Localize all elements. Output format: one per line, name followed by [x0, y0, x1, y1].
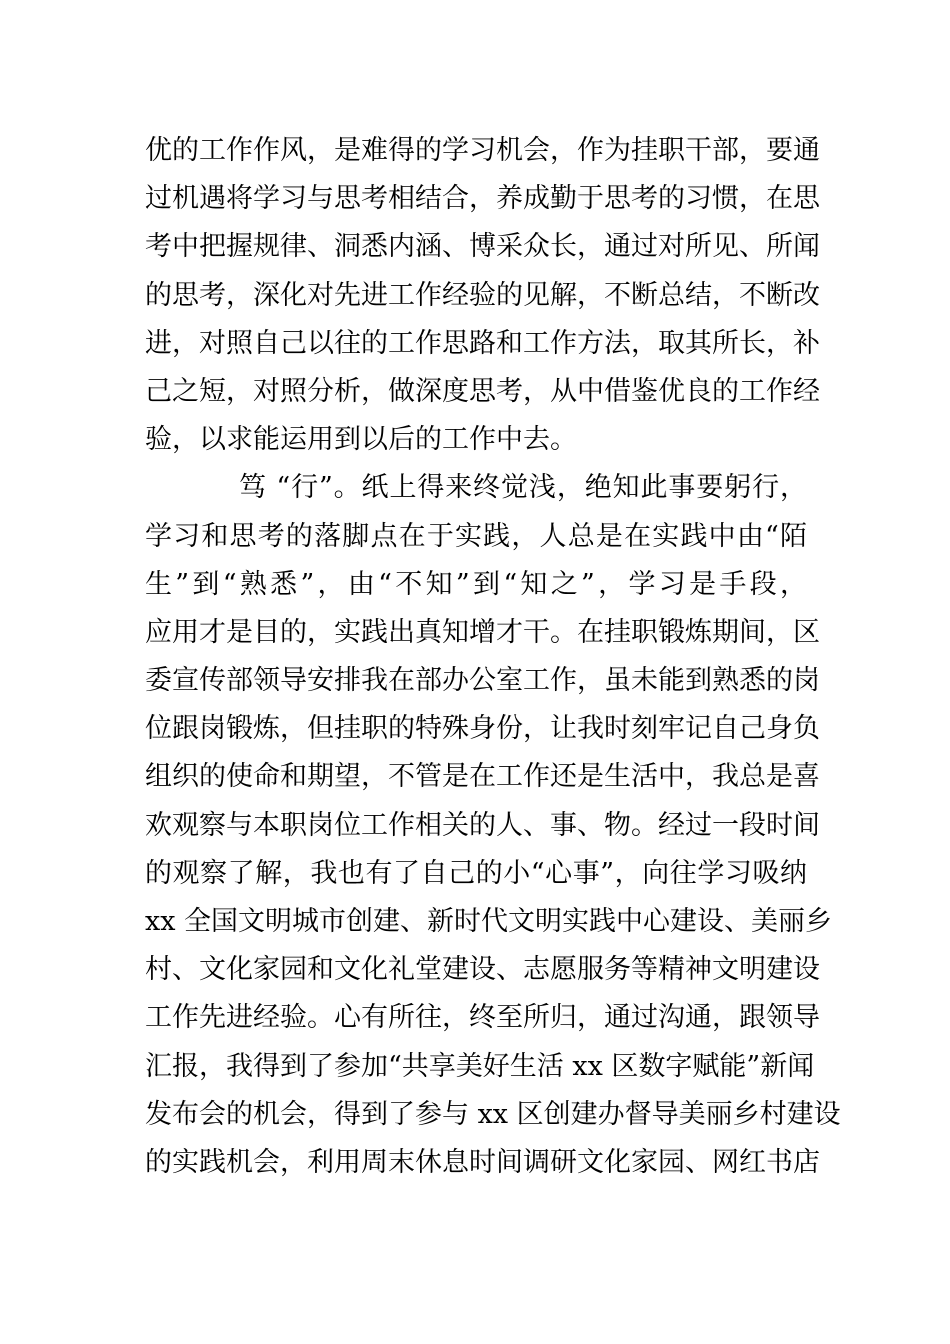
text-line: 的思考，深化对先进工作经验的见解，不断总结，不断改 [145, 279, 820, 311]
text-line: 组织的使命和期望，不管是在工作还是生活中，我总是喜 [145, 761, 820, 793]
text-line: 的观察了解，我也有了自己的小“心事”，向往学习吸纳 [145, 857, 807, 889]
text-line: 发布会的机会，得到了参与 xx 区创建办督导美丽乡村建设 [145, 1098, 841, 1130]
text-line: xx 全国文明城市创建、新时代文明实践中心建设、美丽乡 [145, 906, 833, 937]
text-line: 工作先进经验。心有所往，终至所归，通过沟通，跟领导 [145, 1002, 820, 1034]
text-line: 的实践机会，利用周末休息时间调研文化家园、网红书店 [145, 1146, 820, 1178]
text-line: 应用才是目的，实践出真知增才干。在挂职锻炼期间，区 [145, 616, 820, 648]
text-line: 汇报，我得到了参加“共享美好生活 xx 区数字赋能”新闻 [145, 1050, 815, 1082]
text-line: 笃 “行”。纸上得来终觉浅，绝知此事要躬行， [239, 472, 807, 504]
text-line: 生”到“熟悉”，由“不知”到“知之”，学习是手段， [145, 568, 807, 600]
text-line: 验，以求能运用到以后的工作中去。 [145, 424, 577, 456]
text-line: 学习和思考的落脚点在于实践，人总是在实践中由“陌 [145, 520, 807, 552]
text-line: 进，对照自己以往的工作思路和工作方法，取其所长，补 [145, 327, 820, 359]
text-line: 委宣传部领导安排我在部办公室工作，虽未能到熟悉的岗 [145, 665, 820, 697]
text-line: 优的工作作风，是难得的学习机会，作为挂职干部，要通 [145, 135, 820, 166]
text-line: 己之短，对照分析，做深度思考，从中借鉴优良的工作经 [145, 375, 820, 407]
text-line: 考中把握规律、洞悉内涵、博采众长，通过对所见、所闻 [145, 231, 820, 263]
text-line: 过机遇将学习与思考相结合，养成勤于思考的习惯，在思 [145, 183, 820, 215]
text-line: 欢观察与本职岗位工作相关的人、事、物。经过一段时间 [145, 809, 820, 841]
text-line: 村、文化家园和文化礼堂建设、志愿服务等精神文明建设 [145, 954, 820, 986]
text-line: 位跟岗锻炼，但挂职的特殊身份，让我时刻牢记自己身负 [145, 713, 820, 745]
body-text [145, 127, 841, 1187]
